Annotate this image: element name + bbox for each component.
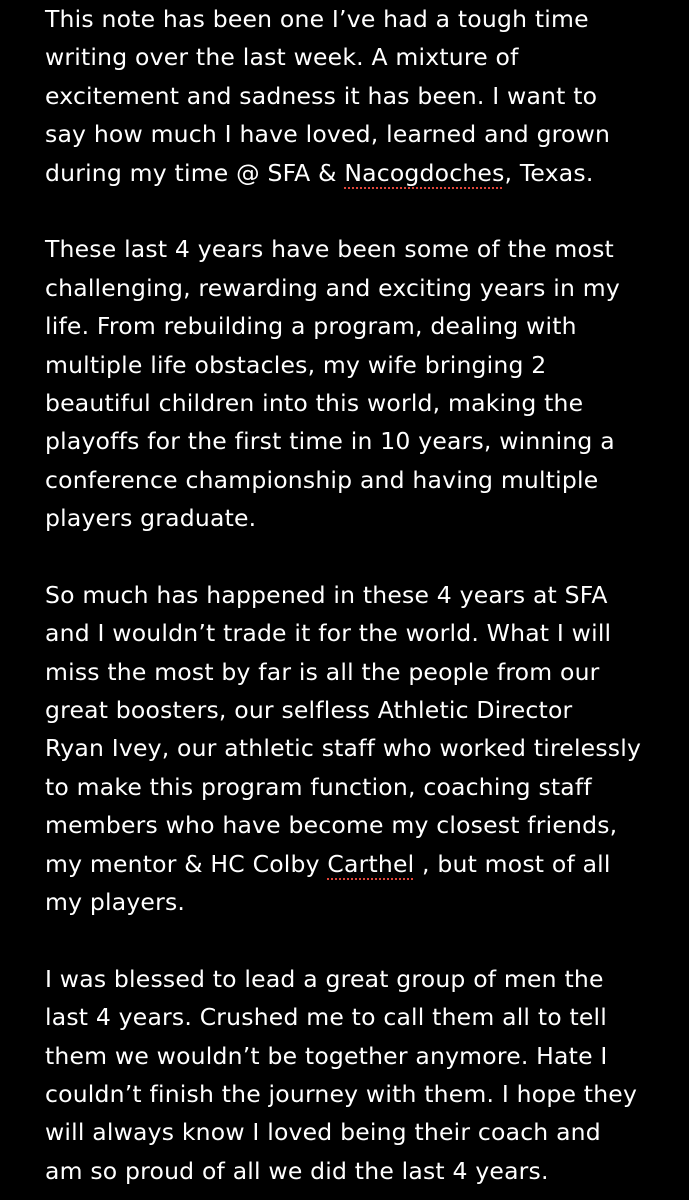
text-line: So much has happened in these 4 years at SFA xyxy=(45,580,608,609)
text-line: conference championship and having multiple xyxy=(45,465,599,494)
text-line: multiple life obstacles, my wife bringing 2 xyxy=(45,350,547,379)
paragraph-spacer xyxy=(45,921,655,959)
paragraph xyxy=(45,230,655,537)
text-segment: , Texas. xyxy=(504,158,594,187)
text-line: will always know I loved being their coach and xyxy=(45,1118,601,1147)
text-line: life. From rebuilding a program, dealing with xyxy=(45,312,577,341)
text-line: say how much I have loved, learned and grown xyxy=(45,120,611,149)
text-line: challenging, rewarding and exciting years in my xyxy=(45,273,620,302)
text-line: players graduate. xyxy=(45,504,257,533)
text-line: them we wouldn’t be together anymore. Hate I xyxy=(45,1041,608,1070)
text-segment: , but most of all xyxy=(414,849,611,878)
text-line: writing over the last week. A mixture of xyxy=(45,43,519,72)
text-line: playoffs for the first time in 10 years, winning a xyxy=(45,427,615,456)
text-line: members who have become my closest friends, xyxy=(45,811,618,840)
text-line: I was blessed to lead a great group of men the xyxy=(45,964,604,993)
text-line: miss the most by far is all the people from our xyxy=(45,657,600,686)
text-line: excitement and sadness it has been. I want to xyxy=(45,81,598,110)
text-line: Ryan Ivey, our athletic staff who worked tirelessly xyxy=(45,734,642,763)
paragraph xyxy=(45,0,655,192)
text-line: my players. xyxy=(45,887,186,916)
text-line: great boosters, our selfless Athletic Director xyxy=(45,696,573,725)
text-line xyxy=(45,845,655,883)
text-line: couldn’t finish the journey with them. I hope they xyxy=(45,1079,638,1108)
text-line: to make this program function, coaching staff xyxy=(45,772,592,801)
text-line: am so proud of all we did the last 4 years. xyxy=(45,1156,549,1185)
paragraph-spacer xyxy=(45,537,655,575)
text-segment: my mentor & HC Colby xyxy=(45,849,328,878)
paragraph xyxy=(45,960,655,1190)
text-line xyxy=(45,154,655,192)
text-line: This note has been one I’ve had a tough time xyxy=(45,5,589,33)
paragraph-spacer xyxy=(45,192,655,230)
paragraph xyxy=(45,576,655,922)
misspelled-word[interactable]: Nacogdoches xyxy=(344,158,505,187)
text-line: These last 4 years have been some of the most xyxy=(45,235,614,264)
text-line: last 4 years. Crushed me to call them all to tell xyxy=(45,1003,608,1032)
misspelled-word[interactable]: Carthel xyxy=(327,849,415,878)
text-line: and I wouldn’t trade it for the world. What I will xyxy=(45,619,612,648)
note-body xyxy=(45,0,655,1190)
text-segment: during my time @ SFA & xyxy=(45,158,345,187)
text-line: beautiful children into this world, making the xyxy=(45,388,584,417)
